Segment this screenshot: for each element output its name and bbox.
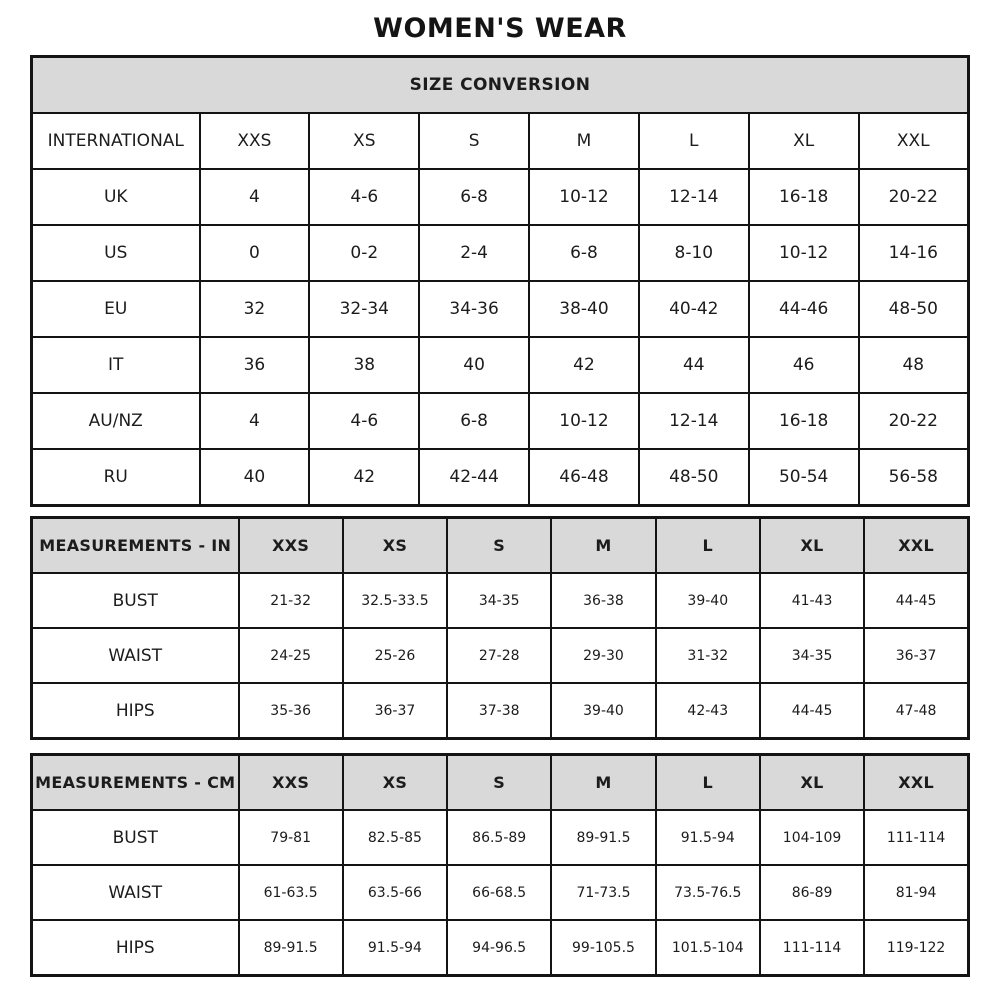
cell-value: 86.5-89 bbox=[447, 810, 551, 865]
cell-value: 0-2 bbox=[309, 225, 419, 281]
cell-value: 48 bbox=[859, 337, 969, 393]
cell-value: 111-114 bbox=[760, 920, 864, 976]
row-label: BUST bbox=[32, 810, 239, 865]
cell-value: 35-36 bbox=[239, 683, 343, 739]
cell-value: 89-91.5 bbox=[239, 920, 343, 976]
cell-value: 16-18 bbox=[749, 169, 859, 225]
cell-value: 40 bbox=[419, 337, 529, 393]
table-header-label: MEASUREMENTS - CM bbox=[32, 755, 239, 811]
row-label: UK bbox=[32, 169, 200, 225]
size-column-header: XXL bbox=[859, 113, 969, 169]
cell-value: 4-6 bbox=[309, 393, 419, 449]
cell-value: 36-38 bbox=[551, 573, 655, 628]
cell-value: 63.5-66 bbox=[343, 865, 447, 920]
cell-value: 32.5-33.5 bbox=[343, 573, 447, 628]
cell-value: 10-12 bbox=[529, 393, 639, 449]
table-row bbox=[32, 683, 969, 739]
cell-value: 91.5-94 bbox=[343, 920, 447, 976]
size-column-header: XS bbox=[309, 113, 419, 169]
cell-value: 4-6 bbox=[309, 169, 419, 225]
cell-value: 20-22 bbox=[859, 393, 969, 449]
cell-value: 42 bbox=[309, 449, 419, 506]
row-label: HIPS bbox=[32, 920, 239, 976]
cell-value: 104-109 bbox=[760, 810, 864, 865]
size-column-header: XS bbox=[343, 755, 447, 811]
cell-value: 36-37 bbox=[343, 683, 447, 739]
cell-value: 27-28 bbox=[447, 628, 551, 683]
cell-value: 46-48 bbox=[529, 449, 639, 506]
row-label: RU bbox=[32, 449, 200, 506]
table-header-label: INTERNATIONAL bbox=[32, 113, 200, 169]
table-gap bbox=[30, 507, 970, 516]
row-label: US bbox=[32, 225, 200, 281]
size-column-header: XL bbox=[760, 755, 864, 811]
cell-value: 44-45 bbox=[760, 683, 864, 739]
size-column-header: XXS bbox=[239, 755, 343, 811]
cell-value: 111-114 bbox=[864, 810, 968, 865]
size-column-header: XS bbox=[343, 518, 447, 574]
cell-value: 31-32 bbox=[656, 628, 760, 683]
row-label: BUST bbox=[32, 573, 239, 628]
cell-value: 82.5-85 bbox=[343, 810, 447, 865]
cell-value: 47-48 bbox=[864, 683, 968, 739]
cell-value: 24-25 bbox=[239, 628, 343, 683]
table-header-row bbox=[32, 113, 969, 169]
cell-value: 42 bbox=[529, 337, 639, 393]
table-caption: SIZE CONVERSION bbox=[32, 57, 969, 114]
size-column-header: S bbox=[447, 518, 551, 574]
cell-value: 6-8 bbox=[419, 169, 529, 225]
table-header-row bbox=[32, 518, 969, 574]
cell-value: 42-44 bbox=[419, 449, 529, 506]
table-row bbox=[32, 920, 969, 976]
cell-value: 56-58 bbox=[859, 449, 969, 506]
cell-value: 6-8 bbox=[419, 393, 529, 449]
table-row bbox=[32, 393, 969, 449]
cell-value: 36 bbox=[200, 337, 310, 393]
cell-value: 20-22 bbox=[859, 169, 969, 225]
cell-value: 25-26 bbox=[343, 628, 447, 683]
page-title: WOMEN'S WEAR bbox=[373, 13, 627, 44]
table-row bbox=[32, 337, 969, 393]
cell-value: 34-35 bbox=[447, 573, 551, 628]
cell-value: 79-81 bbox=[239, 810, 343, 865]
cell-value: 119-122 bbox=[864, 920, 968, 976]
cell-value: 2-4 bbox=[419, 225, 529, 281]
row-label: WAIST bbox=[32, 865, 239, 920]
cell-value: 14-16 bbox=[859, 225, 969, 281]
size-column-header: M bbox=[551, 518, 655, 574]
cell-value: 61-63.5 bbox=[239, 865, 343, 920]
cell-value: 16-18 bbox=[749, 393, 859, 449]
table-row bbox=[32, 573, 969, 628]
cell-value: 86-89 bbox=[760, 865, 864, 920]
cell-value: 42-43 bbox=[656, 683, 760, 739]
cell-value: 21-32 bbox=[239, 573, 343, 628]
cell-value: 32-34 bbox=[309, 281, 419, 337]
table-row bbox=[32, 225, 969, 281]
cell-value: 46 bbox=[749, 337, 859, 393]
cell-value: 94-96.5 bbox=[447, 920, 551, 976]
cell-value: 8-10 bbox=[639, 225, 749, 281]
cell-value: 73.5-76.5 bbox=[656, 865, 760, 920]
size-column-header: L bbox=[639, 113, 749, 169]
cell-value: 34-36 bbox=[419, 281, 529, 337]
row-label: HIPS bbox=[32, 683, 239, 739]
size-column-header: XXL bbox=[864, 755, 968, 811]
cell-value: 29-30 bbox=[551, 628, 655, 683]
cell-value: 38 bbox=[309, 337, 419, 393]
size-column-header: XL bbox=[749, 113, 859, 169]
size-column-header: M bbox=[551, 755, 655, 811]
row-label: IT bbox=[32, 337, 200, 393]
cell-value: 41-43 bbox=[760, 573, 864, 628]
size-column-header: S bbox=[447, 755, 551, 811]
size-column-header: L bbox=[656, 518, 760, 574]
cell-value: 12-14 bbox=[639, 393, 749, 449]
table-row bbox=[32, 281, 969, 337]
size-column-header: L bbox=[656, 755, 760, 811]
table-row bbox=[32, 169, 969, 225]
table-caption-row bbox=[32, 57, 969, 114]
cell-value: 0 bbox=[200, 225, 310, 281]
table-gap bbox=[30, 740, 970, 753]
cell-value: 6-8 bbox=[529, 225, 639, 281]
table-row bbox=[32, 810, 969, 865]
cell-value: 48-50 bbox=[859, 281, 969, 337]
cell-value: 48-50 bbox=[639, 449, 749, 506]
cell-value: 39-40 bbox=[656, 573, 760, 628]
cell-value: 12-14 bbox=[639, 169, 749, 225]
size-column-header: XXS bbox=[239, 518, 343, 574]
cell-value: 36-37 bbox=[864, 628, 968, 683]
cell-value: 38-40 bbox=[529, 281, 639, 337]
table-header-row bbox=[32, 755, 969, 811]
size-column-header: M bbox=[529, 113, 639, 169]
cell-value: 32 bbox=[200, 281, 310, 337]
table-header-label: MEASUREMENTS - IN bbox=[32, 518, 239, 574]
size-conversion-table bbox=[30, 55, 970, 507]
measurements-cm-table bbox=[30, 753, 970, 977]
table-row bbox=[32, 628, 969, 683]
cell-value: 44 bbox=[639, 337, 749, 393]
cell-value: 99-105.5 bbox=[551, 920, 655, 976]
row-label: EU bbox=[32, 281, 200, 337]
cell-value: 44-45 bbox=[864, 573, 968, 628]
cell-value: 66-68.5 bbox=[447, 865, 551, 920]
cell-value: 50-54 bbox=[749, 449, 859, 506]
measurements-in-table bbox=[30, 516, 970, 740]
row-label: AU/NZ bbox=[32, 393, 200, 449]
cell-value: 40 bbox=[200, 449, 310, 506]
cell-value: 101.5-104 bbox=[656, 920, 760, 976]
cell-value: 44-46 bbox=[749, 281, 859, 337]
size-column-header: S bbox=[419, 113, 529, 169]
cell-value: 34-35 bbox=[760, 628, 864, 683]
cell-value: 10-12 bbox=[749, 225, 859, 281]
cell-value: 39-40 bbox=[551, 683, 655, 739]
size-column-header: XXS bbox=[200, 113, 310, 169]
cell-value: 4 bbox=[200, 169, 310, 225]
cell-value: 89-91.5 bbox=[551, 810, 655, 865]
cell-value: 37-38 bbox=[447, 683, 551, 739]
cell-value: 81-94 bbox=[864, 865, 968, 920]
cell-value: 10-12 bbox=[529, 169, 639, 225]
cell-value: 71-73.5 bbox=[551, 865, 655, 920]
size-column-header: XL bbox=[760, 518, 864, 574]
size-column-header: XXL bbox=[864, 518, 968, 574]
cell-value: 40-42 bbox=[639, 281, 749, 337]
table-row bbox=[32, 449, 969, 506]
cell-value: 91.5-94 bbox=[656, 810, 760, 865]
row-label: WAIST bbox=[32, 628, 239, 683]
cell-value: 4 bbox=[200, 393, 310, 449]
table-row bbox=[32, 865, 969, 920]
